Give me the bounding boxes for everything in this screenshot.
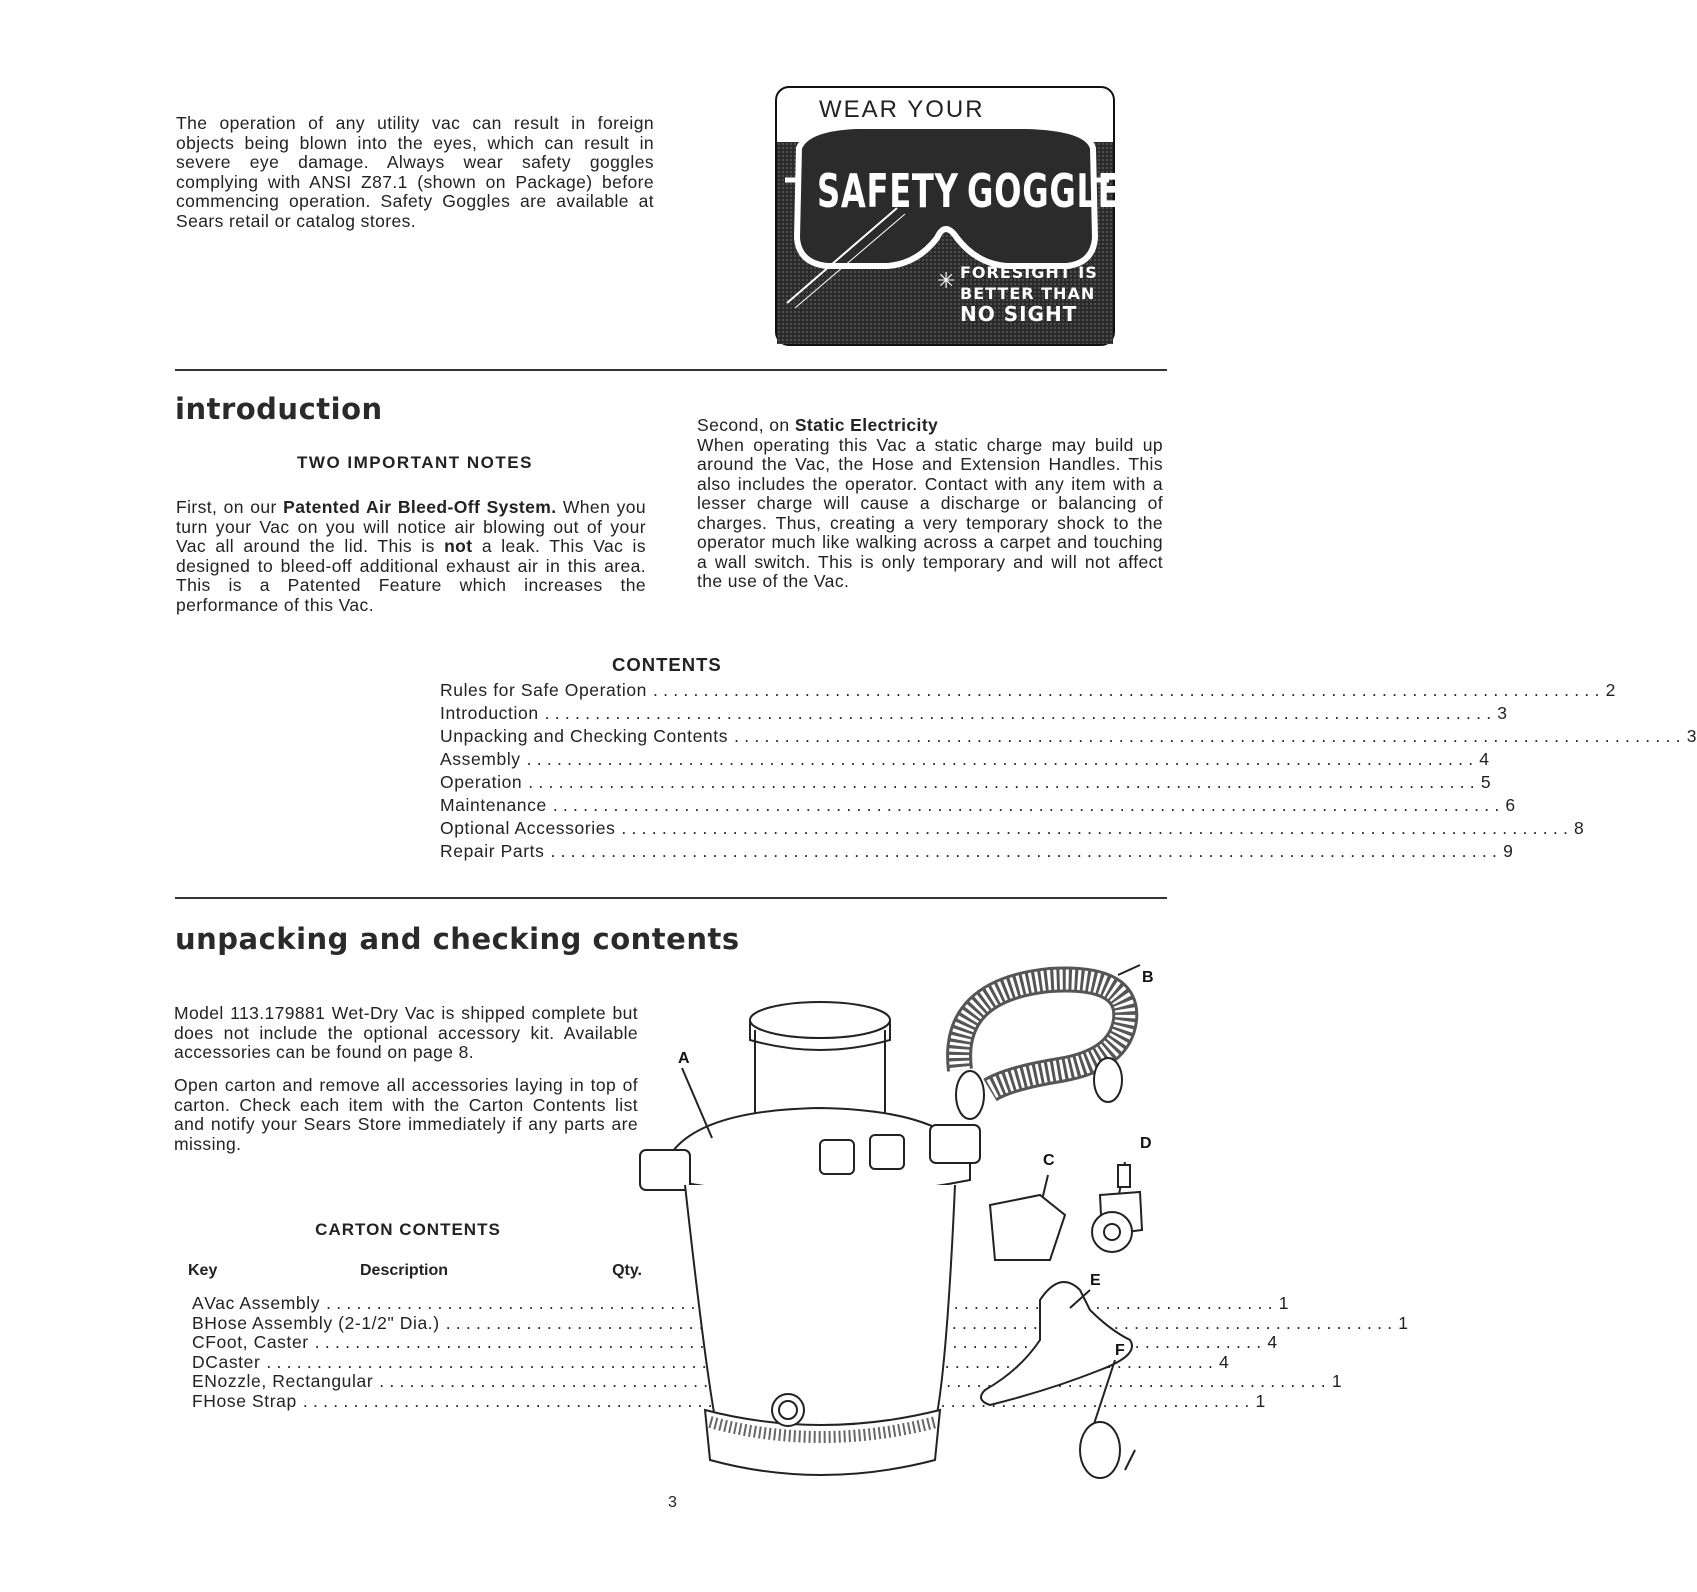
contents-list: [440, 680, 1697, 864]
first-note-text: [176, 498, 646, 615]
col-description: Description: [360, 1262, 449, 1279]
contents-label: Rules for Safe Operation: [440, 680, 648, 700]
carton-qty: 4: [1219, 1351, 1230, 1372]
contents-label: Repair Parts: [440, 841, 545, 861]
figure-label-b: B: [1142, 969, 1154, 986]
safety-warning-text: The operation of any utility vac can result in foreign objects being blown into the eyes, which can result in severe eye damage. Always wear safety goggles complying with ANSI Z87.1 (shown on Package) before commencing operation. Safety Goggles are available at Sears retail or catalog stores.: [176, 113, 654, 231]
leader-dots: [621, 818, 1568, 841]
carton-key: D: [192, 1351, 206, 1372]
carton-key: A: [192, 1293, 205, 1313]
contents-page: 5: [1480, 772, 1492, 792]
second-note: [697, 416, 1163, 592]
two-notes-subheading: TWO IMPORTANT NOTES: [297, 453, 533, 472]
contents-heading: CONTENTS: [612, 654, 722, 675]
second-note-prefix: Second, on: [697, 415, 795, 435]
svg-text:✳: ✳: [937, 269, 956, 294]
contents-row: [440, 749, 1490, 772]
leader-dots: [653, 680, 1600, 703]
figure-label-f: F: [1115, 1342, 1125, 1359]
introduction-heading: introduction: [175, 392, 383, 426]
leader-dots: [553, 795, 1500, 818]
divider-top: [175, 369, 1167, 371]
leader-dots: [550, 841, 1497, 864]
carton-list: [176, 1293, 1409, 1411]
contents-row: [440, 680, 1616, 703]
poster-word-goggles: GOGGLES: [967, 164, 1145, 218]
carton-row: [176, 1390, 1266, 1411]
contents-page: 6: [1505, 795, 1516, 815]
carton-desc: Foot, Caster: [205, 1332, 309, 1352]
carton-row: [176, 1332, 1278, 1352]
contents-page: 3: [1686, 726, 1697, 746]
contents-row: [440, 841, 1514, 864]
carton-row: [176, 1371, 1343, 1391]
first-note-not: not: [444, 536, 473, 556]
leader-dots: [545, 703, 1492, 726]
contents-label: Introduction: [440, 703, 539, 723]
nozzle-icon: [981, 1282, 1132, 1405]
contents-page: 9: [1503, 841, 1514, 861]
divider-bottom: [175, 897, 1167, 899]
poster-slogan-line1: FORESIGHT IS: [960, 263, 1098, 282]
contents-label: Operation: [440, 772, 523, 792]
carton-key: F: [192, 1390, 204, 1411]
carton-qty: 4: [1267, 1332, 1278, 1352]
contents-label: Unpacking and Checking Contents: [440, 726, 729, 746]
contents-row: [440, 703, 1508, 726]
carton-row: [176, 1351, 1230, 1372]
contents-label: Assembly: [440, 749, 521, 769]
carton-row: [176, 1293, 1290, 1313]
carton-header-row: [188, 1262, 642, 1284]
foot-caster-icon: [990, 1195, 1065, 1260]
carton-desc: Hose Strap: [203, 1390, 297, 1411]
col-key: Key: [188, 1262, 218, 1279]
poster-heading: WEAR YOUR: [819, 96, 985, 123]
unpacking-para2: Open carton and remove all accessories laying in top of carton. Check each item with the Carton Contents list and notify your Sears Store immediately if any parts are missing.: [174, 1075, 638, 1154]
contents-row: [440, 795, 1516, 818]
carton-key: C: [192, 1332, 206, 1352]
contents-page: 8: [1574, 818, 1585, 838]
carton-desc: Vac Assembly: [204, 1293, 321, 1313]
carton-desc: Caster: [205, 1351, 261, 1372]
figure-label-d: D: [1140, 1135, 1152, 1152]
leader-dots: [528, 772, 1475, 795]
figure-label-e: E: [1090, 1272, 1101, 1289]
contents-label: Optional Accessories: [440, 818, 616, 838]
poster-slogan-line2: BETTER THAN: [960, 284, 1096, 303]
figure-label-a: A: [678, 1050, 690, 1067]
first-note-rest: a leak. This Vac is designed to bleed-off additional exhaust air in this area. This is a Patented Feature which increases the performance of this Vac.: [176, 536, 646, 615]
unpacking-para1: Model 113.179881 Wet-Dry Vac is shipped complete but does not include the optional accessory kit. Available accessories can be found on page 8.: [174, 1003, 638, 1062]
contents-page: 4: [1479, 749, 1490, 769]
contents-label: Maintenance: [440, 795, 547, 815]
page-number: 3: [668, 1494, 677, 1511]
carton-key: B: [192, 1312, 205, 1333]
vac-drum-icon: [685, 1185, 955, 1450]
carton-desc: Hose Assembly (2-1/2" Dia.): [204, 1312, 440, 1333]
carton-contents-heading: CARTON CONTENTS: [315, 1220, 501, 1239]
vac-parts-illustration: [630, 960, 1190, 1500]
leader-dots: [734, 726, 1681, 749]
carton-qty: 1: [1398, 1312, 1409, 1333]
figure-label-c: C: [1043, 1152, 1055, 1169]
second-note-text: When operating this Vac a static charge may build up around the Vac, the Hose and Extension Handles. This also includes the operator. Contact with any item with a lesser charge will cause a discharge or balancing of charges. Thus, creating a very temporary shock to the operator much like walking across a carpet and touching a wall switch. This is only temporary and will not affect the use of the Vac.: [697, 434, 1163, 591]
contents-row: [440, 818, 1585, 841]
carton-row: [176, 1312, 1409, 1333]
contents-row: [440, 726, 1697, 749]
leader-dots: [527, 749, 1474, 772]
carton-qty: 1: [1255, 1390, 1266, 1411]
second-note-bold: Static Electricity: [794, 415, 939, 435]
carton-key: E: [192, 1371, 205, 1391]
poster-slogan-line3: NO SIGHT: [960, 302, 1078, 326]
second-note-title: [697, 416, 1163, 436]
contents-page: 3: [1497, 703, 1508, 723]
first-note-prefix: First, on our: [176, 497, 284, 517]
col-qty: Qty.: [612, 1262, 642, 1279]
contents-page: 2: [1605, 680, 1616, 700]
first-note-mid: When you turn your Vac on you will notice air blowing out of your Vac all around the lid. This is: [176, 497, 646, 556]
carton-desc: Nozzle, Rectangular: [204, 1371, 374, 1391]
safety-goggles-poster: [775, 86, 1145, 346]
contents-row: [440, 772, 1492, 795]
first-note-bold: Patented Air Bleed-Off System.: [283, 497, 557, 517]
carton-qty: 1: [1278, 1293, 1290, 1313]
poster-slogan: [960, 262, 1098, 325]
poster-word-safety: SAFETY: [817, 164, 959, 218]
carton-qty: 1: [1331, 1371, 1343, 1391]
unpacking-heading: unpacking and checking contents: [175, 922, 740, 956]
